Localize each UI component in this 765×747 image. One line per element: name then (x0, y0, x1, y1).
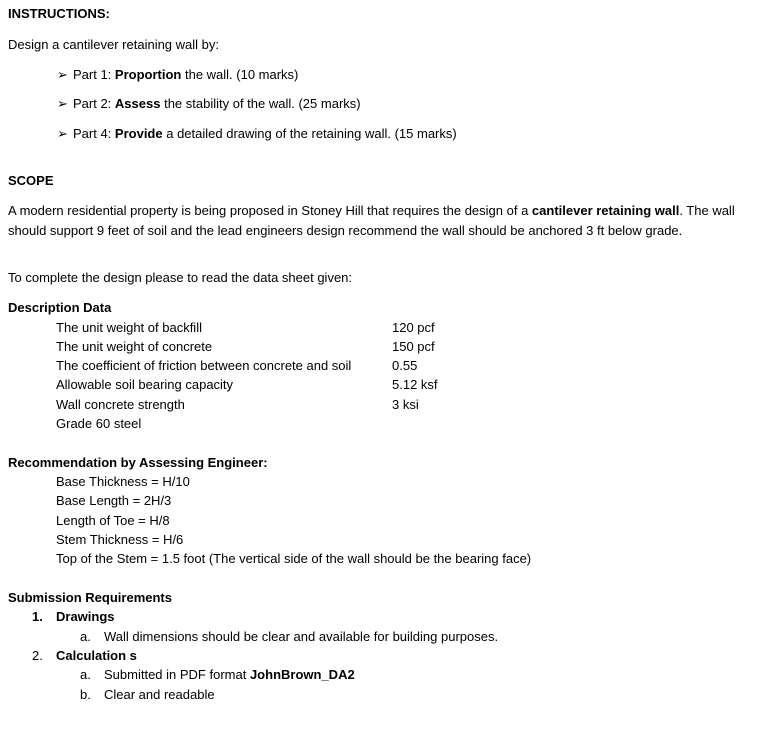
data-label: Grade 60 steel (56, 416, 142, 431)
submission-item-title: Drawings (56, 609, 115, 624)
instructions-heading: INSTRUCTIONS: (8, 6, 110, 21)
scope-paragraph: A modern residential property is being proposed in Stoney Hill that requires the design of a cantilever retaining wall. The wall should support 9 feet of soil and the lead engineers design recommend the wall should be anchored 3 ft below grade. (8, 203, 735, 238)
data-value: 120 pcf (392, 320, 435, 335)
submission-sub-letter: b. (80, 687, 91, 702)
submission-sub-text: Submitted in PDF format JohnBrown_DA2 (104, 667, 355, 682)
submission-sub-letter: a. (80, 629, 91, 644)
arrow-bullet-icon: ➢ (57, 67, 68, 82)
recommendation-heading: Recommendation by Assessing Engineer: (8, 455, 268, 470)
data-label: Allowable soil bearing capacity (56, 377, 234, 392)
part-item: ➢ Part 2: Assess the stability of the wall. (25 marks) (57, 96, 361, 111)
scope-heading: SCOPE (8, 173, 54, 188)
recommendation-item: Length of Toe = H/8 (56, 513, 170, 528)
data-value: 3 ksi (392, 397, 419, 412)
data-value: 0.55 (392, 358, 418, 373)
submission-sub-text: Clear and readable (104, 687, 215, 702)
recommendation-item: Stem Thickness = H/6 (56, 532, 184, 547)
arrow-bullet-icon: ➢ (57, 126, 68, 141)
submission-item-number: 2. (32, 648, 43, 663)
data-value: 150 pcf (392, 339, 435, 354)
submission-item-number: 1. (32, 609, 43, 624)
submission-sub-text: Wall dimensions should be clear and available for building purposes. (104, 629, 499, 644)
submission-heading: Submission Requirements (8, 590, 172, 605)
part-item: ➢ Part 1: Proportion the wall. (10 marks) (57, 67, 299, 82)
data-label: The unit weight of concrete (56, 339, 213, 354)
instructions-intro: Design a cantilever retaining wall by: (8, 37, 219, 52)
data-sheet-heading: Description Data (8, 300, 112, 315)
data-value: 5.12 ksf (392, 377, 438, 392)
recommendation-item: Base Thickness = H/10 (56, 474, 190, 489)
submission-sub-letter: a. (80, 667, 91, 682)
recommendation-item: Base Length = 2H/3 (56, 493, 172, 508)
submission-item-title: Calculation s (56, 648, 137, 663)
file-name: JohnBrown_DA2 (249, 667, 355, 682)
recommendation-item: Top of the Stem = 1.5 foot (The vertical side of the wall should be the bearing face) (56, 551, 532, 566)
arrow-bullet-icon: ➢ (57, 96, 68, 111)
data-label: The coefficient of friction between concrete and soil (56, 358, 352, 373)
data-label: The unit weight of backfill (56, 320, 202, 335)
scope-datasheet-note: To complete the design please to read the data sheet given: (8, 270, 353, 285)
part-item: ➢ Part 4: Provide a detailed drawing of the retaining wall. (15 marks) (57, 126, 457, 141)
data-label: Wall concrete strength (56, 397, 185, 412)
